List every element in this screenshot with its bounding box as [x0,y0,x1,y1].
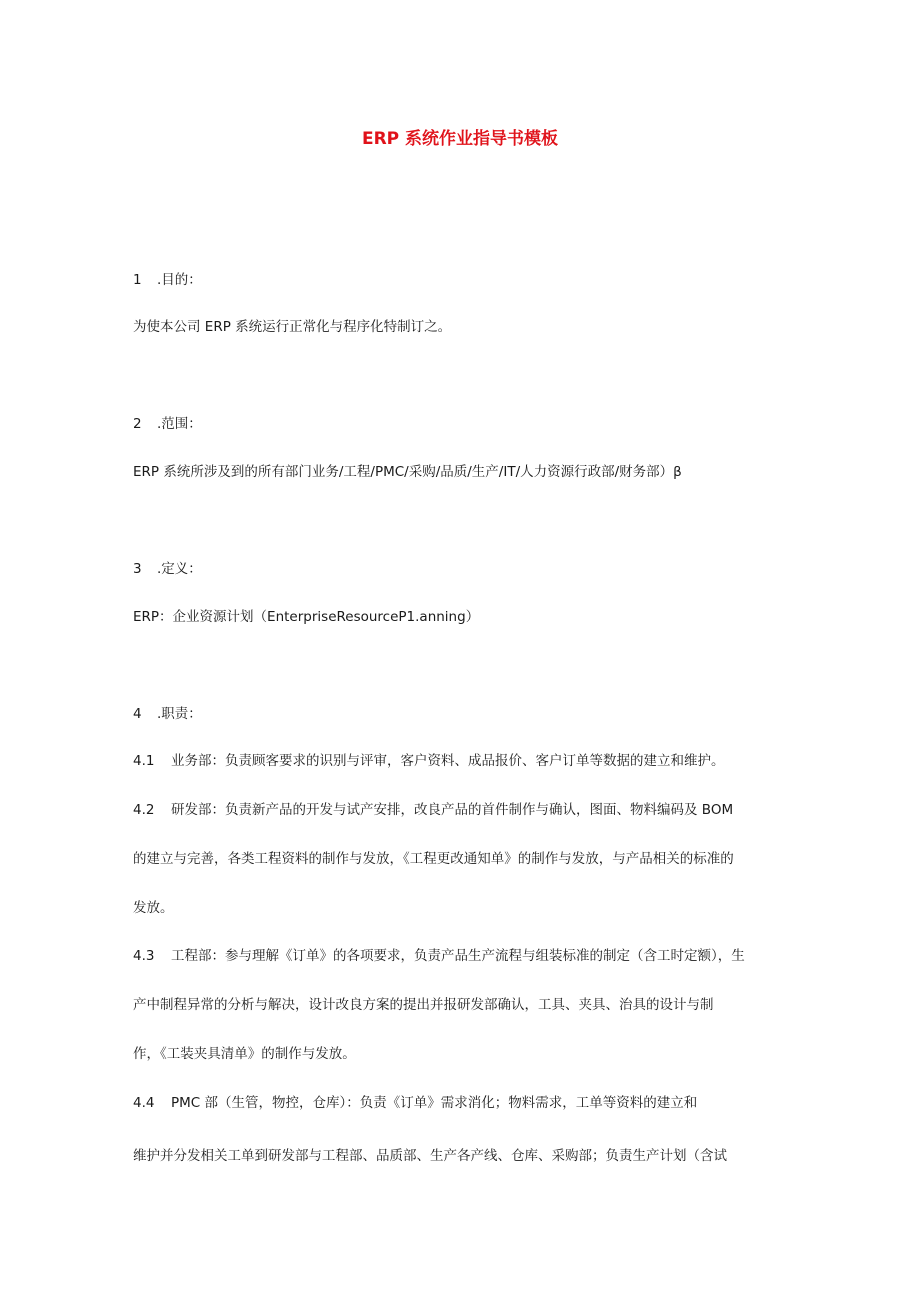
duty-number: 4.3 [133,948,155,964]
duty-text-continued: 维护并分发相关工单到研发部与工程部、品质部、生产各产线、仓库、采购部；负责生产计划（含试 [133,1148,727,1164]
duty-item-sales [133,751,725,771]
section-body-purpose: 为使本公司 ERP 系统运行正常化与程序化特制订之。 [133,319,452,335]
duty-item-rd [133,800,733,820]
duty-text-continued: 作，《工装夹具清单》的制作与发放。 [133,1046,356,1062]
duty-number: 4.2 [133,802,155,818]
section-heading-text: .目的： [157,272,202,288]
document-title: ERP 系统作业指导书模板 [361,129,559,149]
duty-text: 工程部：参与理解《订单》的各项要求，负责产品生产流程与组装标准的制定（含工时定额），生 [171,948,745,964]
duty-text: PMC 部（生管，物控，仓库）：负责《订单》需求消化；物料需求，工单等资料的建立和 [171,1095,698,1111]
duty-number: 4.4 [133,1095,155,1111]
section-body-scope: ERP 系统所涉及到的所有部门业务/工程/PMC/采购/品质/生产/IT/人力资源行政部/财务部）β [133,464,682,480]
section-heading-definition [133,559,202,579]
section-heading-text: .职责： [157,706,202,722]
duty-text-continued: 产中制程异常的分析与解决，设计改良方案的提出并报研发部确认，工具、夹具、治具的设计与制 [133,997,714,1013]
section-heading-scope [133,414,202,434]
section-number: 4 [133,706,142,722]
duty-text-continued: 的建立与完善，各类工程资料的制作与发放，《工程更改通知单》的制作与发放，与产品相关的标准的 [133,851,734,867]
section-heading-text: .范围： [157,416,202,432]
duty-item-engineering [133,946,745,966]
duty-number: 4.1 [133,753,155,769]
section-body-definition: ERP：企业资源计划（EnterpriseResourceP1.anning） [133,609,480,625]
section-number: 3 [133,561,142,577]
duty-item-pmc [133,1093,697,1113]
section-number: 2 [133,416,142,432]
section-heading-purpose [133,270,202,290]
section-number: 1 [133,272,142,288]
section-heading-text: .定义： [157,561,202,577]
duty-text-continued: 发放。 [133,900,174,916]
section-heading-duties [133,704,202,724]
duty-text: 业务部：负责顾客要求的识别与评审，客户资料、成品报价、客户订单等数据的建立和维护。 [171,753,725,769]
duty-text: 研发部：负责新产品的开发与试产安排，改良产品的首件制作与确认，图面、物料编码及 BOM [171,802,734,818]
